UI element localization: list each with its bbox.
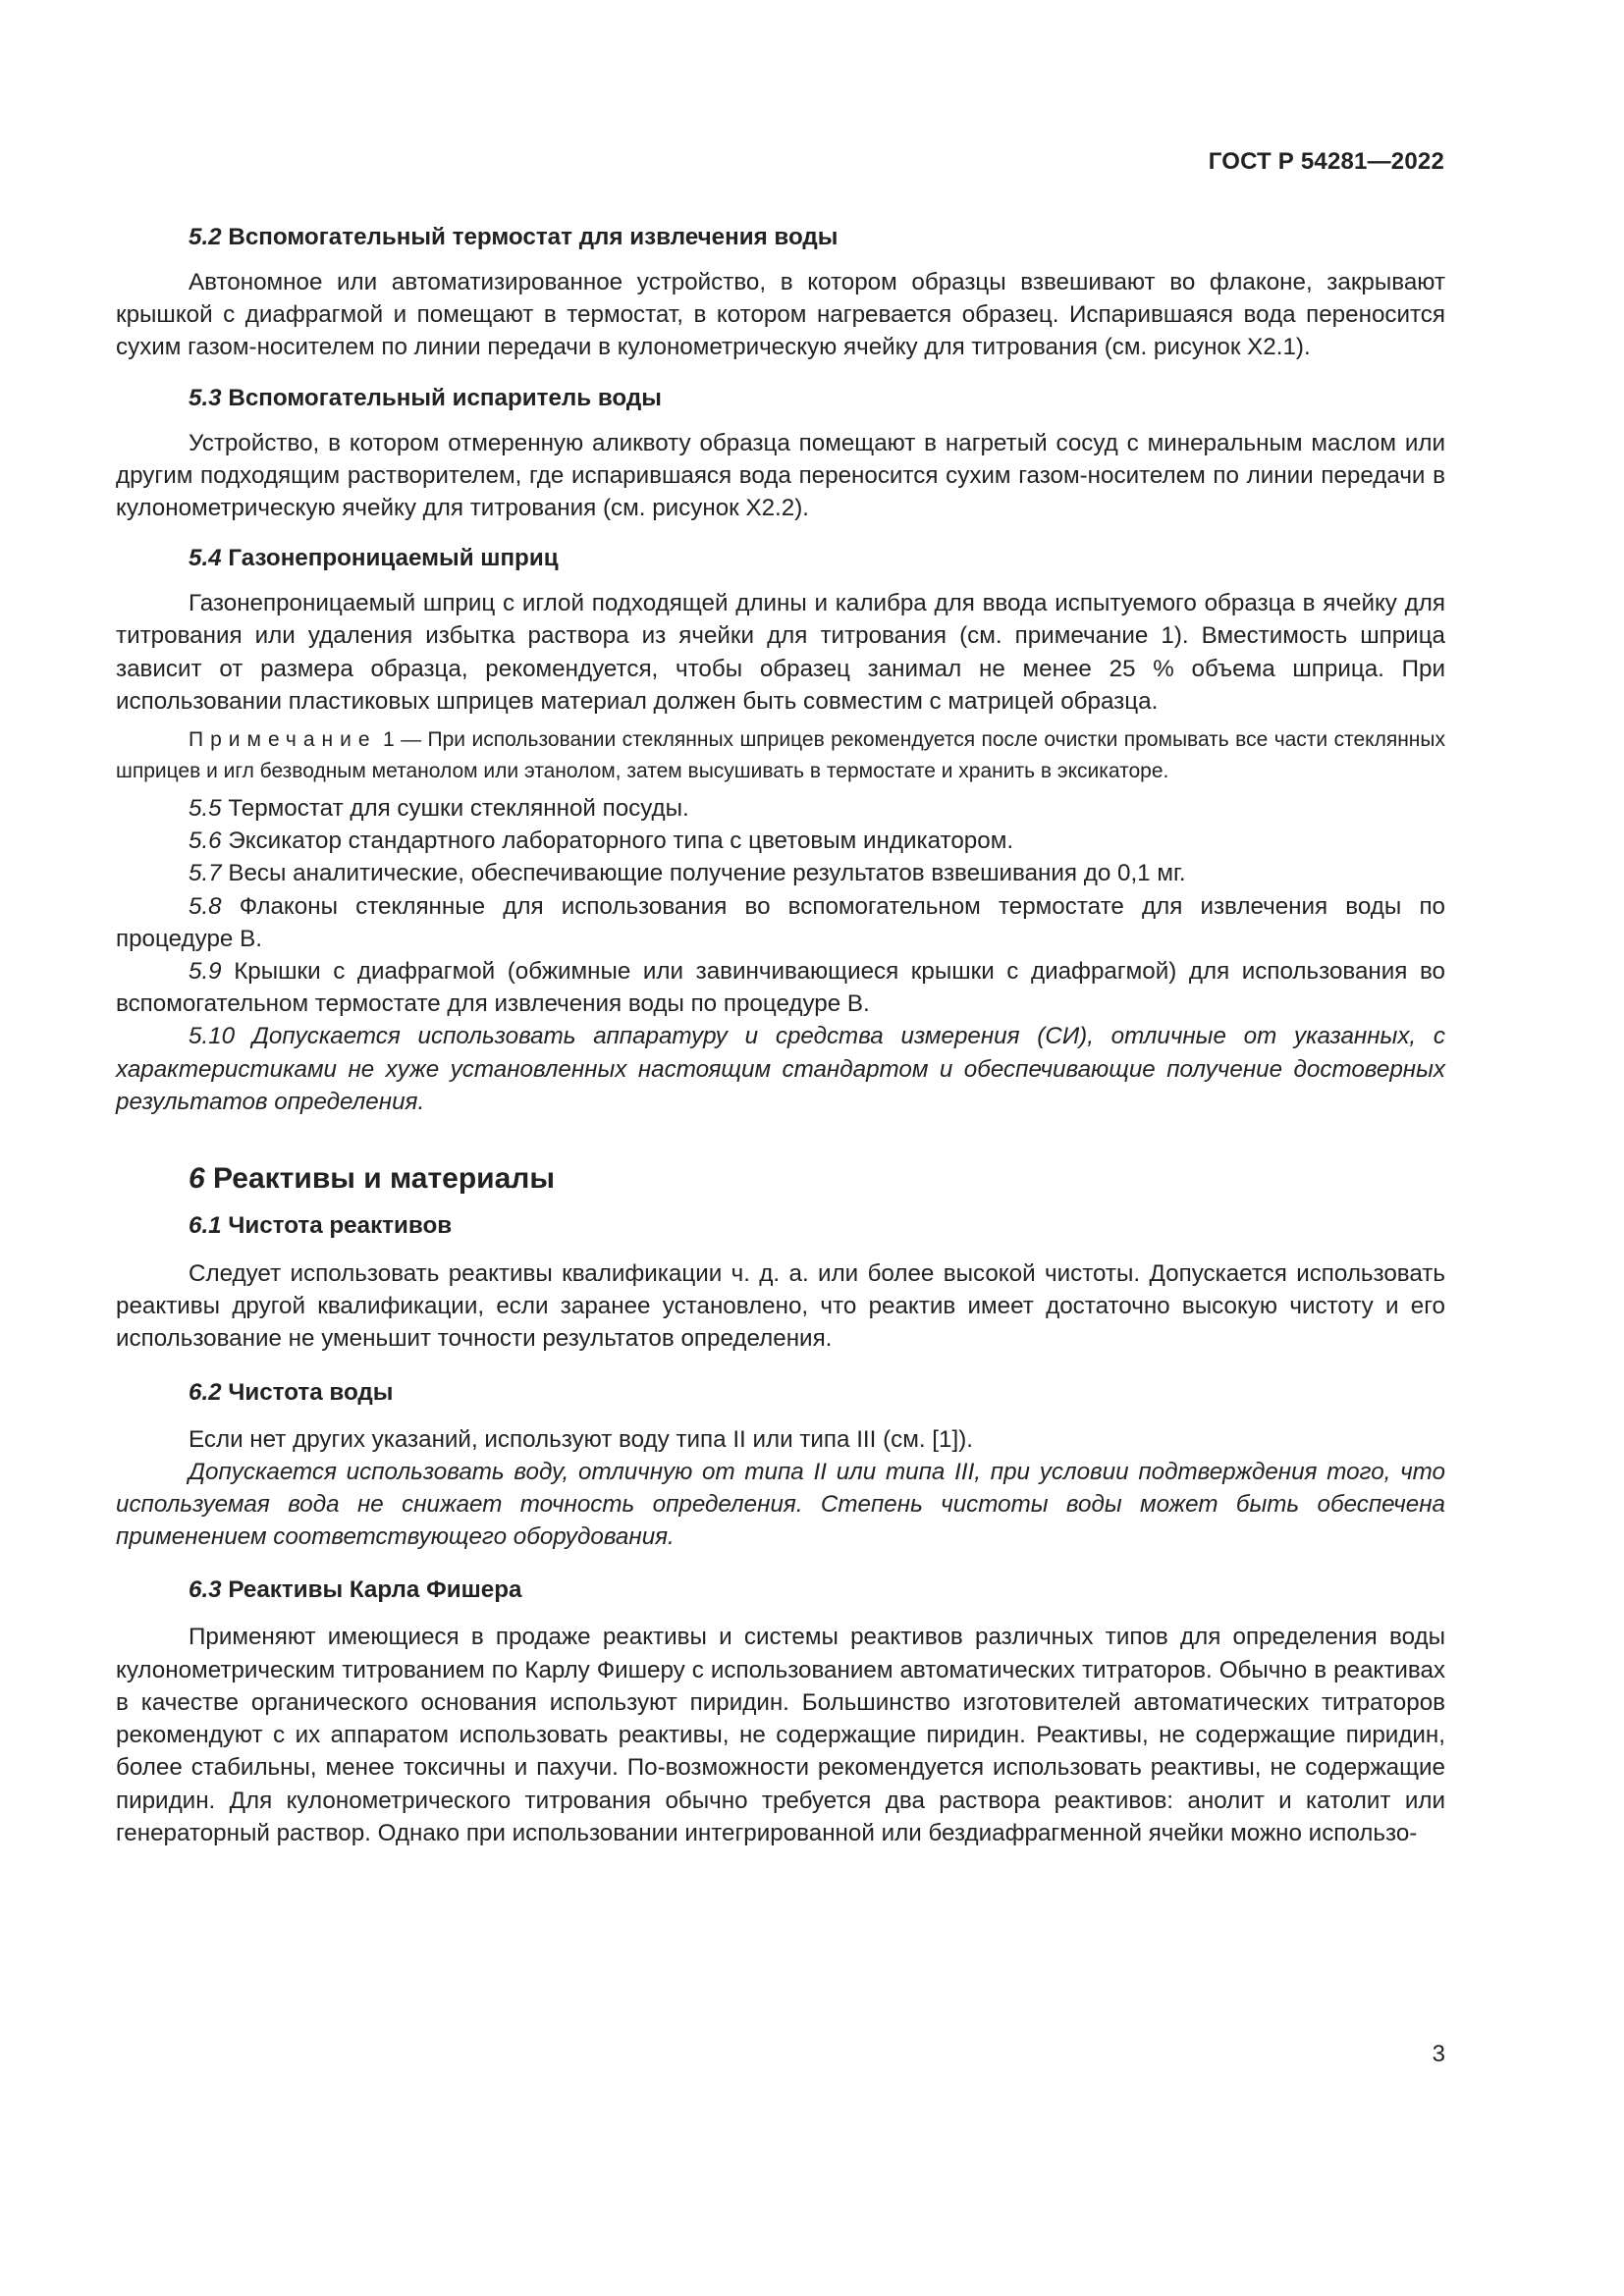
section-number: 5.8	[189, 892, 222, 920]
item-text: Весы аналитические, обеспечивающие получение результатов взвешивания до 0,1 мг.	[221, 860, 1186, 887]
section-number: 5.3	[189, 384, 222, 411]
item-text: Эксикатор стандартного лабораторного типа с цветовым индикатором.	[221, 828, 1014, 855]
section-number: 5.9	[189, 958, 222, 986]
section-number: 5.5	[189, 795, 222, 823]
section-number: 5.6	[189, 828, 222, 855]
section-number: 5.4	[189, 545, 222, 572]
item-text: Термостат для сушки стеклянной посуды.	[221, 795, 689, 823]
section-number: 5.7	[189, 860, 222, 887]
section-5-10: 5.10 Допускается использовать аппаратуру и средства измерения (СИ), отличные от указанных, с характеристиками не хуже установленных настоящим стандартом и обеспечивающие получение достоверных результатов определения.	[116, 1023, 1445, 1115]
document-body	[116, 222, 1445, 1849]
section-6-3-heading	[116, 1575, 1445, 1606]
section-6-1-body: Следует использовать реактивы квалификации ч. д. а. или более высокой чистоты. Допускается использовать реактивы другой квалификации, если заранее установлено, что реактив имеет достаточно высокую чистоту и его использование не уменьшит точности результатов определения.	[116, 1260, 1445, 1353]
note-text: 1 — При использовании стеклянных шприцев рекомендуется после очистки промывать все части стеклянных шприцев и игл безводным метанолом или этанолом, затем высушивать в термостате и хранить в эксикаторе.	[116, 728, 1445, 782]
section-6-1-heading	[116, 1210, 1445, 1242]
section-title: Реактивы Карла Фишера	[228, 1576, 522, 1604]
note-1	[116, 724, 1445, 786]
section-number: 6.1	[189, 1212, 222, 1240]
section-5-9	[116, 955, 1445, 1020]
note-label: Примечание	[189, 728, 377, 752]
section-5-8	[116, 890, 1445, 955]
section-6-2-body-italic: Допускается использовать воду, отличную от типа II или типа III, при условии подтверждения того, что используемая вода не снижает точность определения. Степень чистоты воды может быть обеспечена применением соответствующего оборудования.	[116, 1458, 1445, 1551]
section-5-2-body: Автономное или автоматизированное устройство, в котором образцы взвешивают во флаконе, закрывают крышкой с диафрагмой и помещают в термостат, в котором нагревается образец. Испарившаяся вода переносится сухим газом-носителем по линии передачи в кулонометрическую ячейку для титрования (см. рисунок X2.1).	[116, 269, 1445, 361]
section-5-3-heading	[116, 383, 1445, 414]
section-6-2-body: Если нет других указаний, используют воду типа II или типа III (см. [1]).	[189, 1425, 973, 1453]
section-5-4-heading	[116, 543, 1445, 574]
item-text: Флаконы стеклянные для использования во вспомогательном термостате для извлечения воды по процедуре B.	[116, 892, 1445, 952]
section-number: 6	[189, 1162, 205, 1196]
document-header: ГОСТ Р 54281—2022	[1208, 148, 1444, 175]
section-5-5	[116, 792, 1445, 825]
section-5-3-body: Устройство, в котором отмеренную аликвоту образца помещают в нагретый сосуд с минеральным маслом или другим подходящим растворителем, где испарившаяся вода переносится сухим газом-носителем по линии передачи в кулонометрическую ячейку для титрования (см. рисунок X2.2).	[116, 429, 1445, 522]
section-6-3-body: Применяют имеющиеся в продаже реактивы и системы реактивов различных типов для определения воды кулонометрическим титрованием по Карлу Фишеру с использованием автоматических титраторов. Обычно в реактивах в качестве органического основания используют пиридин. Большинство изготовителей автоматических титраторов рекомендуют с их аппаратом использовать реактивы, не содержащие пиридин. Реактивы, не содержащие пиридин, более стабильны, менее токсичны и пахучи. По-возможности рекомендуется использовать реактивы, не содержащие пиридин. Для кулонометрического титрования обычно требуется два раствора реактивов: анолит и католит или генераторный раствор. Однако при использовании интегрированной или бездиафрагменной ячейки можно использо-	[116, 1624, 1445, 1846]
section-5-4-body: Газонепроницаемый шприц с иглой подходящей длины и калибра для ввода испытуемого образца в ячейку для титрования или удаления избытка раствора из ячейки для титрования (см. примечание 1). Вместимость шприца зависит от размера образца, рекомендуется, чтобы образец занимал не менее 25 % объема шприца. При использовании пластиковых шприцев материал должен быть совместим с матрицей образца.	[116, 590, 1445, 715]
section-title: Вспомогательный термостат для извлечения воды	[228, 224, 839, 250]
item-text: Крышки с диафрагмой (обжимные или завинчивающиеся крышки с диафрагмой) для использования во вспомогательном термостате для извлечения воды по процедуре B.	[116, 958, 1445, 1018]
section-6-2-heading	[116, 1377, 1445, 1409]
section-number: 5.2	[189, 224, 222, 250]
section-6-heading	[116, 1159, 1445, 1199]
section-title: Реактивы и материалы	[213, 1162, 555, 1196]
section-number: 6.3	[189, 1576, 222, 1604]
section-5-6	[116, 825, 1445, 857]
section-5-2-heading	[116, 222, 1445, 253]
section-title: Чистота воды	[228, 1378, 394, 1406]
section-title: Чистота реактивов	[228, 1212, 453, 1240]
section-5-7	[116, 857, 1445, 889]
section-number: 6.2	[189, 1378, 222, 1406]
page-number: 3	[1432, 2041, 1445, 2067]
section-title: Газонепроницаемый шприц	[228, 545, 559, 572]
section-title: Вспомогательный испаритель воды	[228, 384, 662, 411]
